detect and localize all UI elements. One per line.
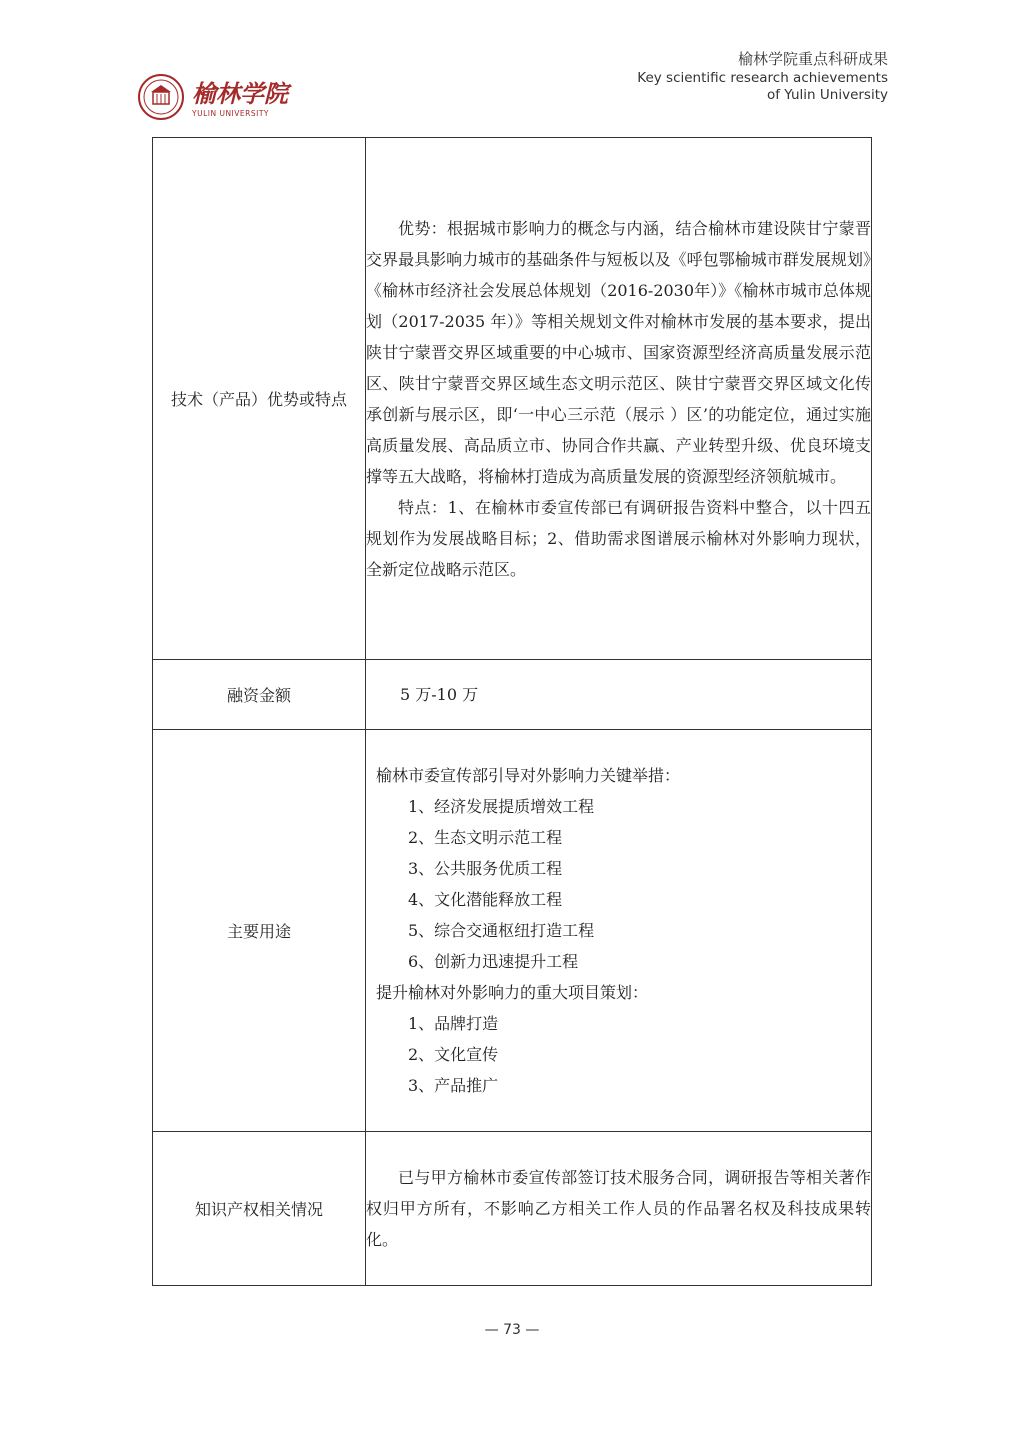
list-item: 6、创新力迅速提升工程 (408, 952, 579, 971)
header-title-en-line2: of Yulin University (766, 87, 888, 103)
header-title-block (637, 48, 888, 104)
ip-paragraph: 已与甲方榆林市委宣传部签订技术服务合同，调研报告等相关著作权归甲方所有，不影响乙方相关工作人员的作品署名权及科技成果转化。 (366, 1168, 871, 1249)
logo-text-en: YULIN UNIVERSITY (192, 109, 269, 118)
advantages-paragraph: 优势：根据城市影响力的概念与内涵，结合榆林市建设陕甘宁蒙晋交界最具影响力城市的基础条件与短板以及《呼包鄂榆城市群发展规划》《榆林市经济社会发展总体规划（2016-2030年）》《榆林市城市总体规划（2017-2035 年）》等相关规划文件对榆林市发展的基本要求，提出陕甘宁蒙晋交界区域重要的中心城市、国家资源型经济高质量发展示范区、陕甘宁蒙晋交界区域生态文明示范区、陕甘宁蒙晋交界区域文化传承创新与展示区，即‘一中心三示范（展示 ）区’的功能定位，通过实施高质量发展、高品质立市、协同合作共赢、产业转型升级、优良环境支撑等五大战略，将榆林打造成为高质量发展的资源型经济领航城市。 (366, 218, 871, 486)
logo-text-cn: 榆林学院 (192, 79, 288, 108)
list-item: 3、公共服务优质工程 (408, 859, 563, 878)
usage-heading-projects: 提升榆林对外影响力的重大项目策划： (376, 983, 649, 1002)
funding-amount: 5 万-10 万 (400, 685, 479, 704)
content-advantages (366, 138, 872, 660)
list-item: 3、产品推广 (408, 1076, 499, 1095)
content-funding (366, 660, 872, 730)
list-item: 1、品牌打造 (408, 1014, 499, 1033)
yulin-university-logo (136, 72, 316, 122)
list-item: 2、文化宣传 (408, 1045, 499, 1064)
content-usage (366, 730, 872, 1132)
list-item: 5、综合交通枢纽打造工程 (408, 921, 595, 940)
table-row-ip (153, 1132, 872, 1286)
label-usage: 主要用途 (153, 730, 366, 1132)
label-ip: 知识产权相关情况 (153, 1132, 366, 1286)
table-row-advantages (153, 138, 872, 660)
list-item: 4、文化潜能释放工程 (408, 890, 563, 909)
list-item: 2、生态文明示范工程 (408, 828, 563, 847)
page-number: — 73 — (484, 1322, 540, 1338)
label-advantages: 技术（产品）优势或特点 (153, 138, 366, 660)
usage-heading-measures: 榆林市委宣传部引导对外影响力关键举措： (376, 766, 681, 785)
table-row-funding (153, 660, 872, 730)
header-title-cn: 榆林学院重点科研成果 (737, 50, 888, 68)
content-ip (366, 1132, 872, 1286)
page-header (0, 0, 1024, 140)
header-title-en-line1: Key scientific research achievements (637, 70, 888, 86)
table-row-usage (153, 730, 872, 1132)
achievement-table (152, 137, 872, 1286)
features-paragraph: 特点：1、在榆林市委宣传部已有调研报告资料中整合，以十四五规划作为发展战略目标；2、借助需求图谱展示榆林对外影响力现状，全新定位战略示范区。 (366, 497, 871, 579)
label-funding: 融资金额 (153, 660, 366, 730)
list-item: 1、经济发展提质增效工程 (408, 797, 595, 816)
